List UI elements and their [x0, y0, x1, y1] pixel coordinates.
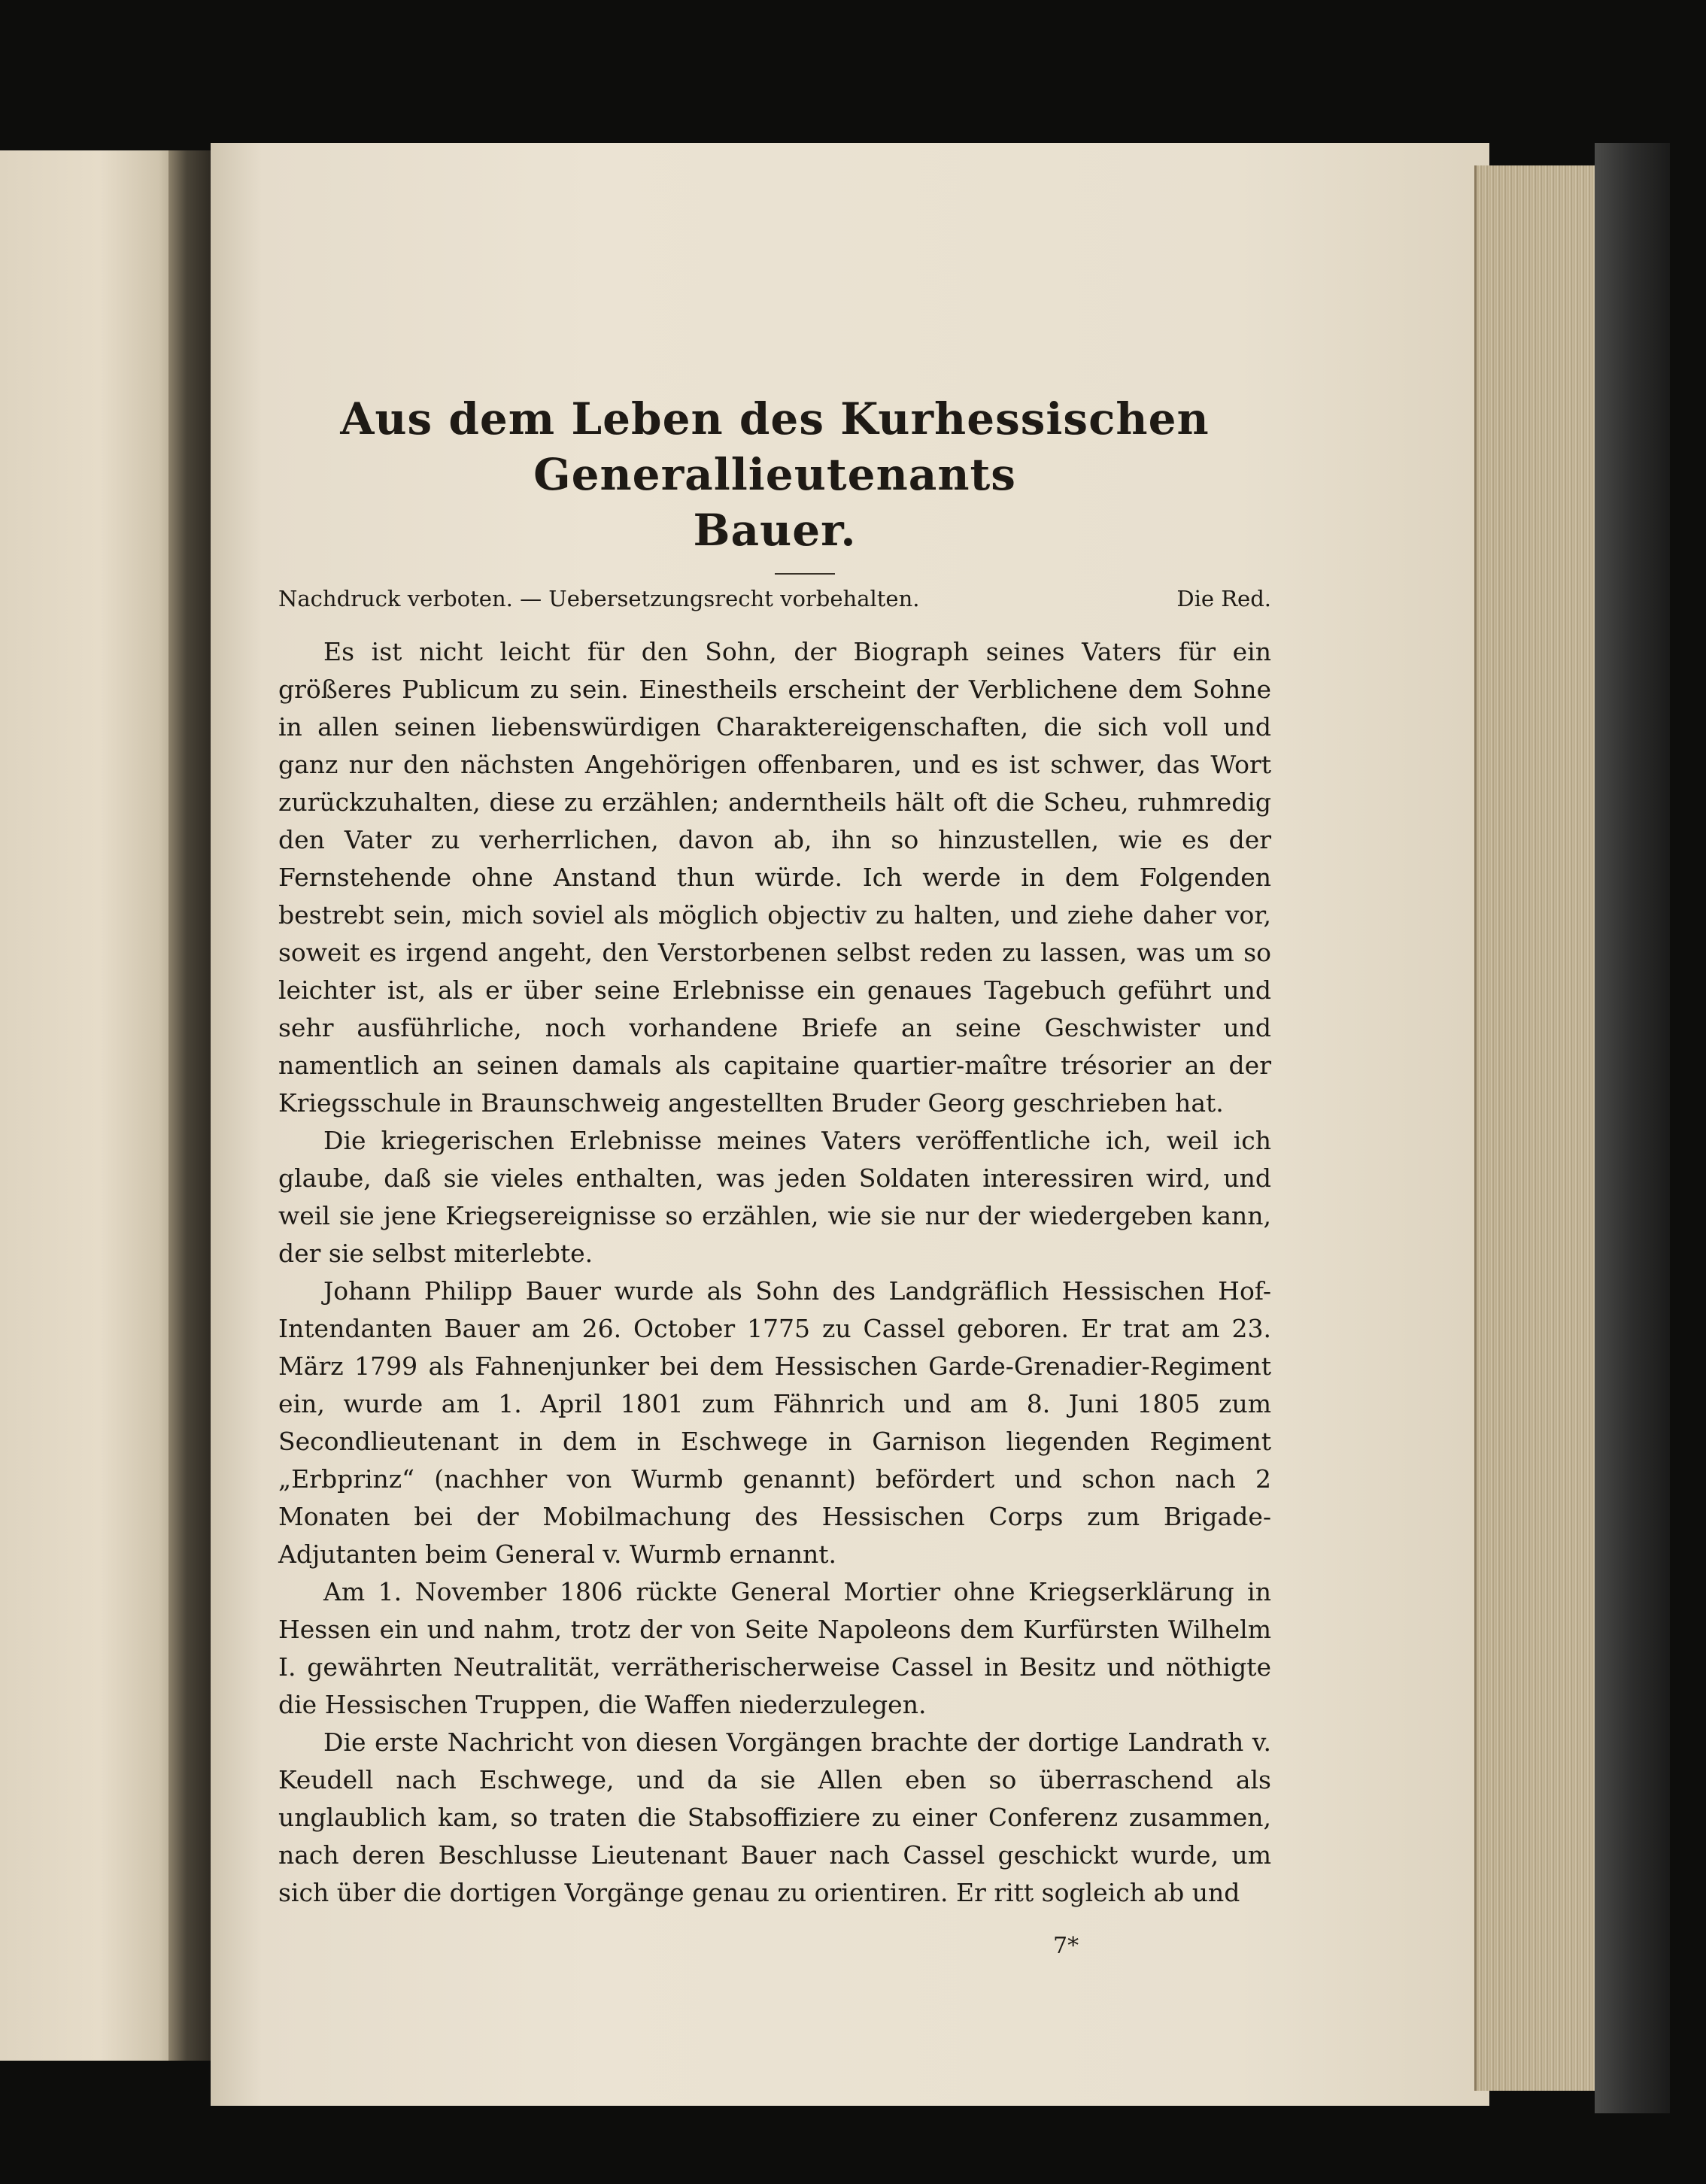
title-line-2: Bauer. [693, 505, 857, 556]
page-edges [1474, 165, 1604, 2091]
editor-signature: Die Red. [1176, 586, 1271, 611]
page-text [278, 391, 1271, 1912]
copyright-notice: Nachdruck verboten. — Uebersetzungsrecht vorbehalten. [278, 586, 920, 611]
left-page [0, 150, 181, 2061]
divider-rule [775, 573, 835, 575]
article-title [278, 391, 1271, 558]
paragraph: Johann Philipp Bauer wurde als Sohn des Landgräflich Hessischen Hof-Intendanten Bauer am 26. October 1775 zu Cassel geboren. Er trat am 23. März 1799 als Fahnenjunker bei dem Hessischen Garde-Grenadier-Regiment ein, wurde am 1. April 1801 zum Fähnrich und am 8. Juni 1805 zum Secondlieutenant in dem in Eschwege in Garnison liegenden Regiment „Erbprinz“ (nachher von Wurmb genannt) befördert und schon nach 2 Monaten bei der Mobilmachung des Hessischen Corps zum Brigade-Adjutanten beim General v. Wurmb ernannt. [278, 1276, 1271, 1569]
page-number: 7* [1053, 1933, 1079, 1959]
paragraph: Es ist nicht leicht für den Sohn, der Biograph seines Vaters für ein größeres Publicum zu sein. Einestheils erscheint der Verblichene dem Sohne in allen seinen liebenswürdigen Charaktereigenschaften, die sich voll und ganz nur den nächsten Angehörigen offenbaren, und es ist schwer, das Wort zurückzuhalten, diese zu erzählen; anderntheils hält oft die Scheu, ruhmredig den Vater zu verherrlichen, davon ab, ihn so hinzustellen, wie es der Fernstehende ohne Anstand thun würde. Ich werde in dem Folgenden bestrebt sein, mich soviel als möglich objectiv zu halten, und ziehe daher vor, soweit es irgend angeht, den Verstorbenen selbst reden zu lassen, was um so leichter ist, als er über seine Erlebnisse ein genaues Tagebuch geführt und sehr ausführliche, noch vorhandene Briefe an seine Geschwister und namentlich an seinen damals als capitaine quartier-maître trésorier an der Kriegsschule in Braunschweig angestellten Bruder Georg geschrieben hat. [278, 637, 1271, 1118]
paragraph: Am 1. November 1806 rückte General Mortier ohne Kriegserklärung in Hessen ein und nahm, trotz der von Seite Napoleons dem Kurfürsten Wilhelm I. gewährten Neutralität, verrätherischerweise Cassel in Besitz und nöthigte die Hessischen Truppen, die Waffen niederzulegen. [278, 1577, 1271, 1719]
book-gutter [168, 150, 214, 2061]
copyright-notice-row [278, 584, 1271, 614]
title-line-1: Aus dem Leben des Kurhessischen Generallieutenants [340, 393, 1210, 500]
paragraph: Die kriegerischen Erlebnisse meines Vaters veröffentliche ich, weil ich glaube, daß sie vieles enthalten, was jeden Soldaten interessiren wird, und weil sie jene Kriegsereignisse so erzählen, wie sie nur der wiedergeben kann, der sie selbst miterlebte. [278, 1126, 1271, 1268]
paragraph: Die erste Nachricht von diesen Vorgängen brachte der dortige Landrath v. Keudell nach Eschwege, und da sie Allen eben so überraschend als unglaublich kam, so traten die Stabsoffiziere zu einer Conferenz zusammen, nach deren Beschlusse Lieutenant Bauer nach Cassel geschickt wurde, um sich über die dortigen Vorgänge genau zu orientiren. Er ritt sogleich ab und [278, 1727, 1271, 1907]
book-cover-edge [1595, 143, 1670, 2113]
